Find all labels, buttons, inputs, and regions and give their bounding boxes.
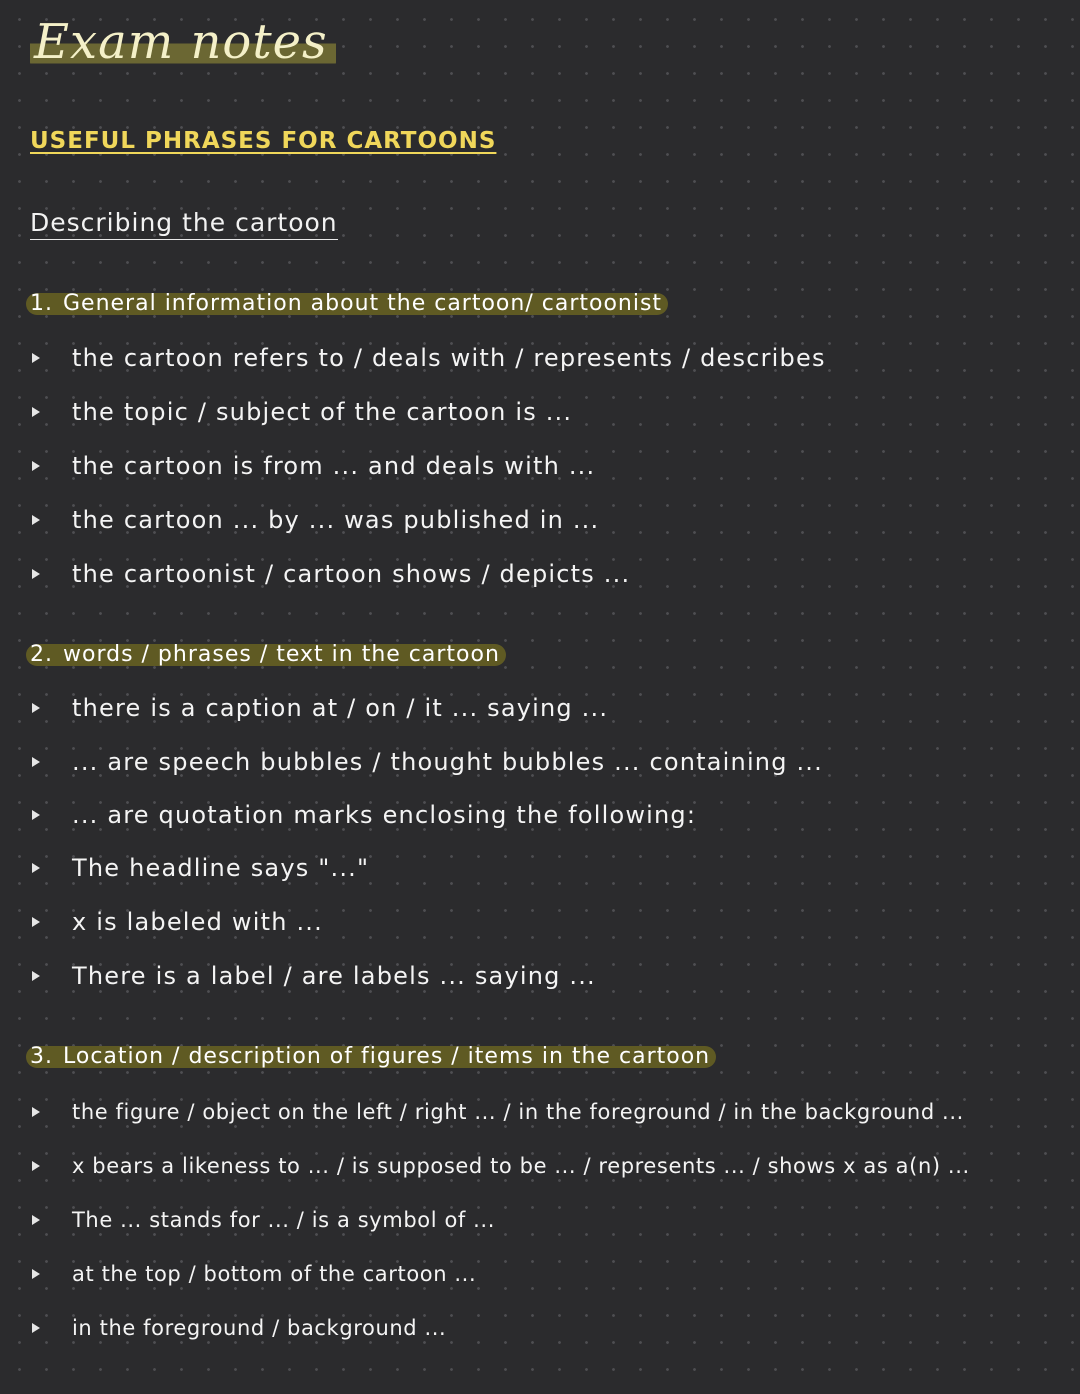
- list-item-text: The ... stands for ... / is a symbol of ...: [72, 1208, 495, 1232]
- group-heading-2: [26, 644, 506, 666]
- list-item: [32, 451, 595, 481]
- list-item: [32, 961, 596, 991]
- triangle-bullet-icon: [32, 569, 40, 579]
- triangle-bullet-icon: [32, 1269, 40, 1279]
- list-item-text: The headline says "...": [72, 854, 370, 882]
- group-heading-1: [26, 293, 668, 315]
- page-title: Exam notes: [30, 14, 336, 68]
- group-heading-text: Location / description of figures / items in the cartoon: [63, 1044, 711, 1069]
- group-heading-text: words / phrases / text in the cartoon: [63, 642, 500, 667]
- triangle-bullet-icon: [32, 917, 40, 927]
- triangle-bullet-icon: [32, 1215, 40, 1225]
- triangle-bullet-icon: [32, 1107, 40, 1117]
- list-item: [32, 559, 630, 589]
- list-item: [32, 907, 323, 937]
- list-item: [32, 505, 599, 535]
- triangle-bullet-icon: [32, 971, 40, 981]
- list-item-text: the cartoon ... by ... was published in ...: [72, 506, 600, 534]
- group-heading-text: General information about the cartoon/ cartoonist: [63, 291, 663, 316]
- group-number: 2.: [30, 642, 53, 667]
- list-item: [32, 343, 826, 373]
- list-item-text: the cartoon is from ... and deals with ...: [72, 452, 596, 480]
- list-item-text: in the foreground / background ...: [72, 1316, 447, 1340]
- group-number: 3.: [30, 1044, 53, 1069]
- triangle-bullet-icon: [32, 757, 40, 767]
- list-item: [32, 1151, 970, 1181]
- list-item: [32, 853, 369, 883]
- triangle-bullet-icon: [32, 1323, 40, 1333]
- list-item: [32, 693, 608, 723]
- page-subtitle: USEFUL PHRASES FOR CARTOONS: [30, 128, 497, 154]
- list-item: [32, 1097, 964, 1127]
- triangle-bullet-icon: [32, 703, 40, 713]
- list-item: [32, 747, 823, 777]
- triangle-bullet-icon: [32, 407, 40, 417]
- list-item-text: x bears a likeness to ... / is supposed to be ... / represents ... / shows x as a(n) ...: [72, 1154, 970, 1178]
- list-item: [32, 1259, 476, 1289]
- triangle-bullet-icon: [32, 863, 40, 873]
- section-title: Describing the cartoon: [30, 208, 338, 240]
- triangle-bullet-icon: [32, 353, 40, 363]
- list-item-text: the cartoon refers to / deals with / represents / describes: [72, 344, 826, 372]
- triangle-bullet-icon: [32, 810, 40, 820]
- list-item-text: the cartoonist / cartoon shows / depicts ...: [72, 560, 631, 588]
- list-item-text: the figure / object on the left / right ... / in the foreground / in the background ...: [72, 1100, 964, 1124]
- list-item-text: ... are quotation marks enclosing the following:: [72, 801, 697, 829]
- triangle-bullet-icon: [32, 1161, 40, 1171]
- list-item: [32, 1205, 495, 1235]
- list-item: [32, 397, 572, 427]
- list-item-text: x is labeled with ...: [72, 908, 323, 936]
- group-number: 1.: [30, 291, 53, 316]
- list-item-text: ... are speech bubbles / thought bubbles ... containing ...: [72, 748, 823, 776]
- list-item: [32, 1313, 446, 1343]
- list-item-text: There is a label / are labels ... saying ...: [72, 962, 596, 990]
- triangle-bullet-icon: [32, 461, 40, 471]
- list-item-text: at the top / bottom of the cartoon ...: [72, 1262, 477, 1286]
- list-item: [32, 800, 696, 830]
- group-heading-3: [26, 1046, 716, 1068]
- list-item-text: the topic / subject of the cartoon is ...: [72, 398, 573, 426]
- triangle-bullet-icon: [32, 515, 40, 525]
- list-item-text: there is a caption at / on / it ... saying ...: [72, 694, 609, 722]
